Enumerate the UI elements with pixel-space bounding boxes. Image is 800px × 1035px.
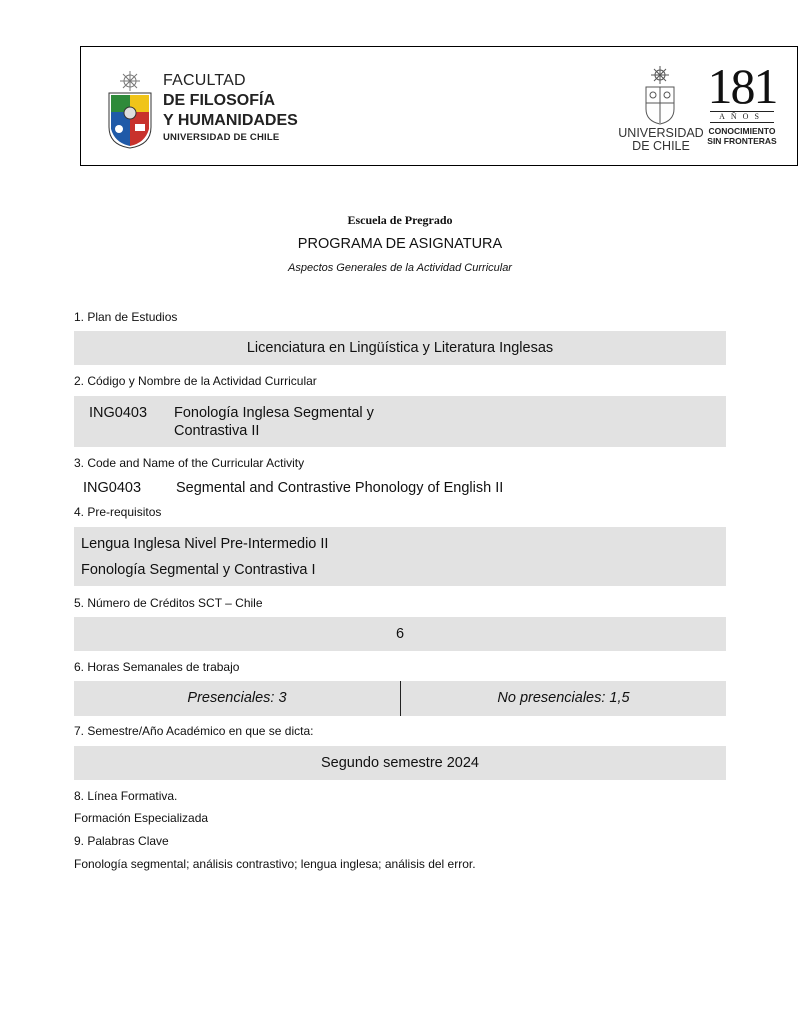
study-plan-value: Licenciatura en Lingüística y Literatura Inglesas: [74, 331, 726, 365]
program-subtitle: Aspectos Generales de la Actividad Curricular: [288, 262, 512, 274]
activity-code: ING0403: [89, 405, 148, 421]
semester-value: Segundo semestre 2024: [74, 746, 726, 780]
remote-hours-label: No presenciales:: [497, 690, 606, 706]
faculty-university-name: UNIVERSIDAD DE CHILE: [163, 132, 280, 143]
university-name-line2: DE CHILE: [632, 139, 690, 153]
prerequisites-box: [74, 527, 726, 586]
prerequisite-item: Lengua Inglesa Nivel Pre-Intermedio II: [81, 536, 329, 552]
institution-header: [80, 46, 798, 166]
school-title: Escuela de Pregrado: [347, 213, 453, 227]
remote-hours-value: 1,5: [609, 690, 630, 706]
section-4-label: 4. Pre-requisitos: [74, 505, 162, 519]
anniversary-caption-line1: CONOCIMIENTO: [708, 126, 776, 136]
prerequisite-item: Fonología Segmental y Contrastiva I: [81, 562, 316, 578]
activity-code-name-box: [74, 396, 726, 447]
program-title: PROGRAMA DE ASIGNATURA: [297, 236, 503, 252]
credits-value: 6: [74, 617, 726, 651]
section-3-label: 3. Code and Name of the Curricular Activity: [74, 456, 305, 470]
section-1-label: 1. Plan de Estudios: [74, 310, 178, 324]
remote-hours: [401, 681, 726, 716]
faculty-name: [163, 71, 298, 145]
section-6-label: 6. Horas Semanales de trabajo: [74, 660, 240, 674]
formative-line-value: Formación Especializada: [74, 811, 209, 825]
activity-code-english: ING0403: [83, 480, 142, 496]
faculty-name-line3: Y HUMANIDADES: [163, 112, 298, 129]
weekly-hours-divider: [400, 681, 401, 716]
university-emblem-logo-icon: [641, 65, 679, 125]
anniversary-number: 181: [707, 58, 777, 114]
activity-name-line2: Contrastiva II: [174, 423, 260, 439]
in-person-hours-label: Presenciales:: [187, 690, 275, 706]
university-name-line1: UNIVERSIDAD: [618, 126, 704, 140]
activity-name-english: Segmental and Contrastive Phonology of English II: [176, 480, 504, 496]
faculty-name-line1: FACULTAD: [163, 72, 246, 89]
in-person-hours-value: 3: [278, 690, 287, 706]
section-9-label: 9. Palabras Clave: [74, 834, 169, 848]
in-person-hours: [74, 681, 400, 716]
faculty-shield-logo-icon: [107, 69, 153, 149]
section-8-label: 8. Línea Formativa.: [74, 789, 178, 803]
anniversary-logo: [707, 58, 777, 146]
section-5-label: 5. Número de Créditos SCT – Chile: [74, 596, 263, 610]
faculty-name-line2: DE FILOSOFÍA: [163, 92, 275, 109]
activity-name-line1: Fonología Inglesa Segmental y: [174, 405, 374, 421]
university-name: [615, 127, 707, 153]
anniversary-word: AÑOS: [710, 111, 774, 123]
section-2-label: 2. Código y Nombre de la Actividad Curricular: [74, 374, 317, 388]
section-7-label: 7. Semestre/Año Académico en que se dicta:: [74, 724, 314, 738]
anniversary-caption-line2: SIN FRONTERAS: [707, 136, 777, 146]
keywords-value: Fonología segmental; análisis contrastivo; lengua inglesa; análisis del error.: [74, 857, 476, 871]
